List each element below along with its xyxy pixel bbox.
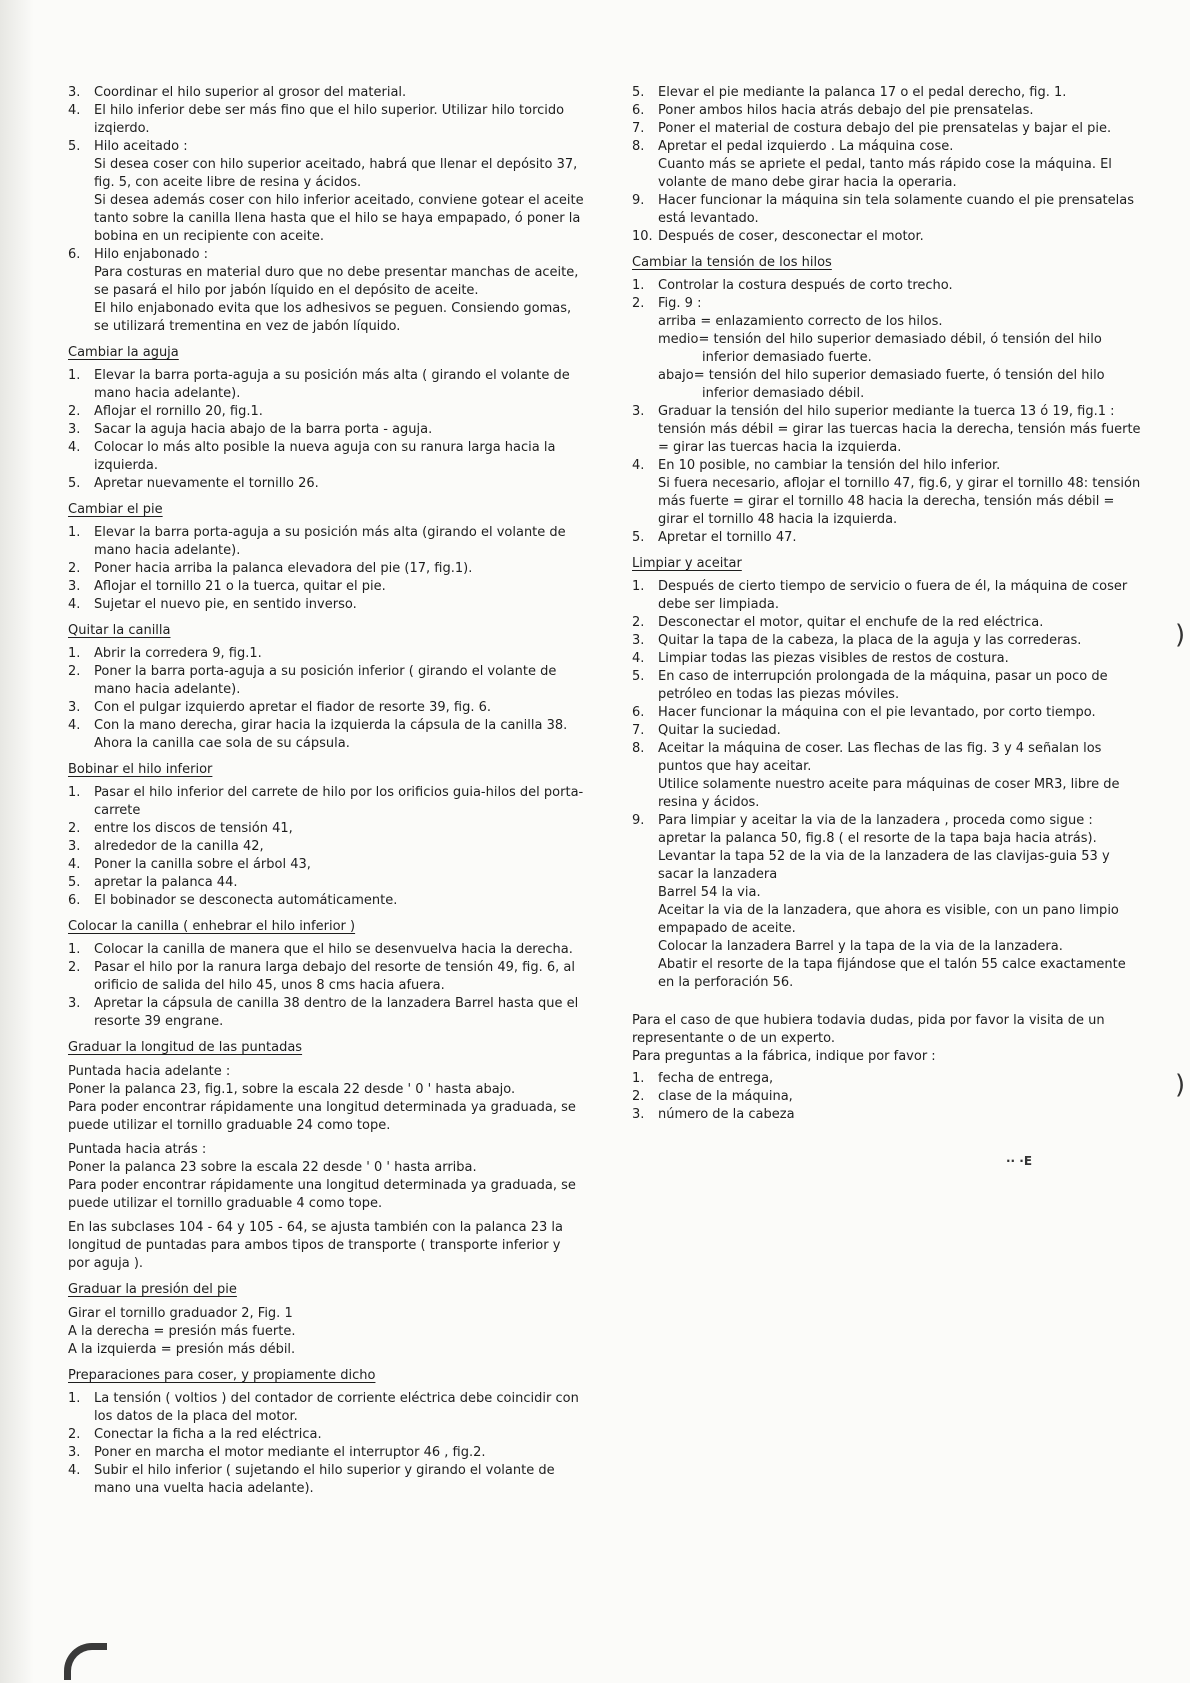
list-item-line: Graduar la tensión del hilo superior mediante la tuerca 13 ó 19, fig.1 : tensión más débil = girar las tuercas hacia la derecha, tensión más fuerte = girar las tuercas hacia la izquierda.: [658, 404, 1141, 455]
list-item-line: Colocar lo más alto posible la nueva aguja con su ranura larga hacia la izquierda.: [94, 440, 556, 473]
section-heading: Colocar la canilla ( enhebrar el hilo inferior ): [68, 919, 356, 934]
list-item-text: [94, 246, 586, 336]
section-heading: Graduar la presión del pie: [68, 1282, 237, 1297]
list-item-text: [94, 475, 586, 493]
list-item: [68, 856, 586, 874]
list-item: [68, 941, 586, 959]
list-item-line: alrededor de la canilla 42,: [94, 839, 264, 854]
list-item-line: En caso de interrupción prolongada de la máquina, pasar un poco de petróleo en todas las piezas móviles.: [658, 669, 1108, 702]
list-item: [632, 120, 1144, 138]
paragraph-line: En las subclases 104 - 64 y 105 - 64, se ajusta también con la palanca 23 la longitud de puntadas para ambos tipos de transporte ( transporte inferior y por aguja ).: [68, 1220, 563, 1271]
list-item: [68, 784, 586, 820]
spacer: [632, 992, 1144, 1006]
section-heading: Limpiar y aceitar: [632, 556, 742, 571]
list-item: [632, 192, 1144, 228]
list-subitem-line: arriba = enlazamiento correcto de los hilos.: [658, 314, 943, 329]
list-item: [632, 722, 1144, 740]
list-item-text: [658, 812, 1144, 992]
list-item: [68, 596, 586, 614]
list-item: [68, 959, 586, 995]
list-item: [632, 457, 1144, 529]
list-item: [68, 524, 586, 560]
list-item-number: 6.: [632, 103, 645, 118]
paragraph-line: Para poder encontrar rápidamente una longitud determinada ya graduada, se puede utilizar el tornillo graduable 24 como tope.: [68, 1100, 576, 1133]
list-item-line: Sujetar el nuevo pie, en sentido inverso.: [94, 597, 357, 612]
list-item-text: [94, 995, 586, 1031]
section-heading: Graduar la longitud de las puntadas: [68, 1040, 303, 1055]
list-item-text: [658, 668, 1144, 704]
list-item-text: [94, 1426, 586, 1444]
list-item: [632, 614, 1144, 632]
list-item: [68, 874, 586, 892]
section-heading: Quitar la canilla: [68, 623, 171, 638]
list-item-line: Poner en marcha el motor mediante el interruptor 46 , fig.2.: [94, 1445, 486, 1460]
paragraph: [68, 1141, 586, 1213]
list-item-number: 4.: [68, 597, 81, 612]
paragraph-line: Girar el tornillo graduador 2, Fig. 1: [68, 1306, 293, 1321]
list-item-line: Si desea además coser con hilo inferior aceitado, conviene gotear el aceite tanto sobre la canilla llena hasta que el hilo se haya empapado, ó poner la bobina en un recipiente con aceite.: [94, 193, 584, 244]
list-item-text: [94, 102, 586, 138]
list-item-line: En 10 posible, no cambiar la tensión del hilo inferior.: [658, 458, 1001, 473]
list-item: [632, 138, 1144, 192]
list-item-text: [94, 596, 586, 614]
list-item: [68, 1426, 586, 1444]
list-item-line: Apretar la cápsula de canilla 38 dentro de la lanzadera Barrel hasta que el resorte 39 engrane.: [94, 996, 579, 1029]
list-item-text: [658, 403, 1144, 457]
list-item-line: Para costuras en material duro que no debe presentar manchas de aceite, se pasará el hilo por jabón líquido en el depósito de aceite.: [94, 265, 579, 298]
list-item-line: Si desea coser con hilo superior aceitado, habrá que llenar el depósito 37, fig. 5, con aceite libre de resina y ácidos.: [94, 157, 578, 190]
list-item: [632, 84, 1144, 102]
list-item-number: 5.: [632, 669, 645, 684]
list-item-text: [658, 614, 1144, 632]
list-item-text: [94, 439, 586, 475]
list-item-line: Hilo aceitado :: [94, 139, 188, 154]
list-item-number: 1.: [632, 278, 645, 293]
list-item: [68, 475, 586, 493]
list-item-line: Poner ambos hilos hacia atrás debajo del pie prensatelas.: [658, 103, 1034, 118]
list-item-number: 9.: [632, 813, 645, 828]
list-item-number: 3.: [68, 1445, 81, 1460]
list-item-line: Levantar la tapa 52 de la via de la lanzadera de las clavijas-guia 53 y sacar la lanzadera: [658, 849, 1110, 882]
list-item-number: 1.: [68, 525, 81, 540]
list-item-number: 1.: [632, 1071, 645, 1086]
list-subitem-line: abajo= tensión del hilo superior demasiado fuerte, ó tensión del hilo inferior demasiado débil.: [658, 368, 1105, 401]
list-item-number: 3.: [632, 1107, 645, 1122]
list-item-text: [94, 1444, 586, 1462]
list-item-number: 1.: [632, 579, 645, 594]
list-item-number: 5.: [68, 139, 81, 154]
list-item-text: [658, 102, 1144, 120]
list-item-line: Apretar nuevamente el tornillo 26.: [94, 476, 319, 491]
list-item-number: 8.: [632, 139, 645, 154]
list-item-number: 4.: [632, 458, 645, 473]
list-item: [632, 812, 1144, 992]
list-item-number: 2.: [68, 960, 81, 975]
list-item: [68, 578, 586, 596]
list-item-number: 3.: [632, 633, 645, 648]
paragraph-line: Para preguntas a la fábrica, indique por favor :: [632, 1049, 936, 1064]
list-item-line: Aflojar el rornillo 20, fig.1.: [94, 404, 263, 419]
list-item-line: Sacar la aguja hacia abajo de la barra porta - aguja.: [94, 422, 433, 437]
list-item-number: 4.: [68, 103, 81, 118]
list-item-number: 4.: [68, 857, 81, 872]
list-item-text: [94, 838, 586, 856]
list-item: [632, 277, 1144, 295]
list-item-number: 3.: [68, 839, 81, 854]
list-item: [68, 403, 586, 421]
list-item-number: 4.: [68, 440, 81, 455]
list-item-line: Hacer funcionar la máquina sin tela solamente cuando el pie prensatelas está levantado.: [658, 193, 1134, 226]
list-item-text: [658, 120, 1144, 138]
paragraph: [68, 1219, 586, 1273]
list-item-line: Colocar la lanzadera Barrel y la tapa de la via de la lanzadera.: [658, 939, 1063, 954]
list-item-text: [658, 704, 1144, 722]
paragraph-line: A la derecha = presión más fuerte.: [68, 1324, 296, 1339]
paragraph-line: Puntada hacia adelante :: [68, 1064, 231, 1079]
list-item: [68, 663, 586, 699]
list-item-line: Aflojar el tornillo 21 o la tuerca, quitar el pie.: [94, 579, 386, 594]
list-item-number: 4.: [632, 651, 645, 666]
margin-bracket-mark: ): [1175, 1070, 1186, 1100]
list-item-line: Hilo enjabonado :: [94, 247, 209, 262]
list-item-number: 3.: [68, 422, 81, 437]
list-item: [68, 995, 586, 1031]
list-item-number: 10.: [632, 229, 653, 244]
list-item: [632, 1070, 1144, 1088]
list-item-number: 2.: [68, 664, 81, 679]
margin-bracket-mark: ): [1175, 620, 1186, 650]
list-item: [68, 84, 586, 102]
list-item-text: [658, 1088, 1144, 1106]
section-heading: Cambiar la tensión de los hilos: [632, 255, 832, 270]
list-item-number: 3.: [68, 579, 81, 594]
list-item-number: 2.: [68, 561, 81, 576]
ink-smudge-mark: ·· ·E: [1006, 1154, 1033, 1168]
section-heading: Preparaciones para coser, y propiamente dicho: [68, 1368, 376, 1383]
list-item-number: 3.: [68, 700, 81, 715]
list-item-line: Para limpiar y aceitar la via de la lanzadera , proceda como sigue : apretar la palanca 50, fig.8 ( el resorte de la tapa baja hacia atrás).: [658, 813, 1097, 846]
list-item-line: Después de cierto tiempo de servicio o fuera de él, la máquina de coser debe ser limpiada.: [658, 579, 1128, 612]
list-item: [632, 1106, 1144, 1124]
list-item-text: [94, 578, 586, 596]
list-item-line: Elevar el pie mediante la palanca 17 o el pedal derecho, fig. 1.: [658, 85, 1067, 100]
paragraph-line: Para el caso de que hubiera todavia dudas, pida por favor la visita de un representante o de un experto.: [632, 1013, 1105, 1046]
list-item: [68, 560, 586, 578]
list-item-text: [94, 138, 586, 246]
paragraph: [632, 1012, 1144, 1066]
list-item-text: [658, 192, 1144, 228]
list-item-line: Aceitar la máquina de coser. Las flechas de las fig. 3 y 4 señalan los puntos que hay aceitar.: [658, 741, 1102, 774]
list-item-text: [94, 663, 586, 699]
list-item-text: [94, 1462, 586, 1498]
list-item-text: [658, 529, 1144, 547]
paragraph: [68, 1063, 586, 1135]
list-item-number: 2.: [632, 296, 645, 311]
section-heading: Bobinar el hilo inferior: [68, 762, 213, 777]
list-item-line: Poner la canilla sobre el árbol 43,: [94, 857, 311, 872]
list-item-number: 5.: [68, 875, 81, 890]
list-item-text: [94, 403, 586, 421]
list-item-line: Pasar el hilo inferior del carrete de hilo por los orificios guia-hilos del porta-carrete: [94, 785, 584, 818]
list-item-text: [94, 524, 586, 560]
list-item-line: Utilice solamente nuestro aceite para máquinas de coser MR3, libre de resina y ácidos.: [658, 777, 1120, 810]
list-item: [632, 632, 1144, 650]
list-item: [68, 892, 586, 910]
list-item: [632, 529, 1144, 547]
list-item-text: [658, 650, 1144, 668]
list-item-number: 3.: [68, 996, 81, 1011]
list-item-number: 4.: [68, 1463, 81, 1478]
list-item-line: Poner hacia arriba la palanca elevadora del pie (17, fig.1).: [94, 561, 473, 576]
list-item: [68, 820, 586, 838]
list-item-line: Limpiar todas las piezas visibles de restos de costura.: [658, 651, 1009, 666]
paragraph-line: Poner la palanca 23 sobre la escala 22 desde ' 0 ' hasta arriba.: [68, 1160, 477, 1175]
list-item-line: El hilo inferior debe ser más fino que el hilo superior. Utilizar hilo torcido izqierdo.: [94, 103, 565, 136]
list-item: [68, 1444, 586, 1462]
section-heading: Cambiar la aguja: [68, 345, 179, 360]
list-item-line: Poner el material de costura debajo del pie prensatelas y bajar el pie.: [658, 121, 1112, 136]
list-item-number: 5.: [632, 85, 645, 100]
list-item: [632, 704, 1144, 722]
right-column: [632, 84, 1144, 1124]
list-item-text: [658, 740, 1144, 812]
list-item-line: Aceitar la via de la lanzadera, que ahora es visible, con un pano limpio empapado de aceite.: [658, 903, 1119, 936]
list-item-text: [94, 856, 586, 874]
list-item-text: [94, 560, 586, 578]
list-item-text: [94, 892, 586, 910]
list-item: [632, 228, 1144, 246]
list-item-text: [94, 1390, 586, 1426]
list-item-number: 1.: [68, 1391, 81, 1406]
list-item: [68, 717, 586, 753]
scan-edge-shadow: [0, 0, 34, 1683]
list-item-line: Quitar la suciedad.: [658, 723, 781, 738]
paragraph-line: Poner la palanca 23, fig.1, sobre la escala 22 desde ' 0 ' hasta abajo.: [68, 1082, 516, 1097]
list-item: [68, 1390, 586, 1426]
list-item-number: 1.: [68, 646, 81, 661]
list-item-number: 2.: [68, 1427, 81, 1442]
list-item-number: 2.: [68, 404, 81, 419]
list-item: [632, 1088, 1144, 1106]
list-item: [68, 1462, 586, 1498]
list-item-text: [658, 84, 1144, 102]
list-item-line: El bobinador se desconecta automáticamente.: [94, 893, 398, 908]
list-item-number: 7.: [632, 121, 645, 136]
list-item-text: [94, 84, 586, 102]
list-item-line: Apretar el pedal izquierdo . La máquina cose.: [658, 139, 954, 154]
list-item-text: [658, 1070, 1144, 1088]
list-item-text: [658, 722, 1144, 740]
list-item-text: [658, 578, 1144, 614]
list-item: [632, 650, 1144, 668]
list-item: [68, 421, 586, 439]
list-item-line: número de la cabeza: [658, 1107, 795, 1122]
list-item: [632, 295, 1144, 403]
list-item: [632, 102, 1144, 120]
paragraph-line: Para poder encontrar rápidamente una longitud determinada ya graduada, se puede utilizar el tornillo graduable 4 como tope.: [68, 1178, 576, 1211]
list-item-line: Con la mano derecha, girar hacia la izquierda la cápsula de la canilla 38. Ahora la canilla cae sola de su cápsula.: [94, 718, 568, 751]
list-item-line: Coordinar el hilo superior al grosor del material.: [94, 85, 407, 100]
list-item-line: Elevar la barra porta-aguja a su posición más alta ( girando el volante de mano hacia adelante).: [94, 368, 570, 401]
list-item: [68, 102, 586, 138]
list-item-line: Hacer funcionar la máquina con el pie levantado, por corto tiempo.: [658, 705, 1096, 720]
list-item-number: 8.: [632, 741, 645, 756]
list-item: [632, 740, 1144, 812]
list-item: [68, 246, 586, 336]
list-item-text: [658, 457, 1144, 529]
list-item-text: [94, 367, 586, 403]
list-item-number: 2.: [68, 821, 81, 836]
list-item-line: Barrel 54 la via.: [658, 885, 761, 900]
list-item-text: [658, 295, 1144, 403]
list-item-line: Apretar el tornillo 47.: [658, 530, 797, 545]
list-item-line: Elevar la barra porta-aguja a su posición más alta (girando el volante de mano hacia adelante).: [94, 525, 566, 558]
list-item-line: Con el pulgar izquierdo apretar el fiador de resorte 39, fig. 6.: [94, 700, 491, 715]
list-item-number: 2.: [632, 615, 645, 630]
list-item-text: [94, 941, 586, 959]
list-item-text: [94, 421, 586, 439]
list-item-line: Pasar el hilo por la ranura larga debajo del resorte de tensión 49, fig. 6, al orificio de salida del hilo 45, unos 8 cms hacia afuera.: [94, 960, 575, 993]
paragraph-line: Puntada hacia atrás :: [68, 1142, 207, 1157]
list-item-text: [94, 699, 586, 717]
list-item-text: [94, 784, 586, 820]
paragraph-line: A la izquierda = presión más débil.: [68, 1342, 296, 1357]
list-item-number: 6.: [632, 705, 645, 720]
list-item-line: Fig. 9 :: [658, 296, 702, 311]
list-item: [68, 838, 586, 856]
list-item: [68, 439, 586, 475]
list-item-number: 9.: [632, 193, 645, 208]
list-item: [68, 645, 586, 663]
list-item-text: [658, 632, 1144, 650]
list-item-text: [658, 277, 1144, 295]
list-item-number: 1.: [68, 785, 81, 800]
list-item-line: Abrir la corredera 9, fig.1.: [94, 646, 262, 661]
list-item-line: Controlar la costura después de corto trecho.: [658, 278, 953, 293]
left-column: [68, 84, 586, 1498]
list-item-line: entre los discos de tensión 41,: [94, 821, 293, 836]
list-item-number: 6.: [68, 893, 81, 908]
list-item-number: 5.: [632, 530, 645, 545]
list-item-number: 3.: [632, 404, 645, 419]
list-item-number: 1.: [68, 368, 81, 383]
list-item-text: [658, 138, 1144, 192]
list-item-number: 3.: [68, 85, 81, 100]
list-item-line: Si fuera necesario, aflojar el tornillo 47, fig.6, y girar el tornillo 48: tensión más fuerte = girar el tornillo 48 hacia la derecha, tensión más débil = girar el tornillo 48 hacia la izquierda.: [658, 476, 1141, 527]
list-item-line: El hilo enjabonado evita que los adhesivos se peguen. Consiendo gomas, se utilizará trementina en vez de jabón líquido.: [94, 301, 572, 334]
list-item-line: Desconectar el motor, quitar el enchufe de la red eléctrica.: [658, 615, 1044, 630]
list-subitem-line: medio= tensión del hilo superior demasiado débil, ó tensión del hilo inferior demasiado fuerte.: [658, 332, 1102, 365]
list-item-line: Subir el hilo inferior ( sujetando el hilo superior y girando el volante de mano una vuelta hacia adelante).: [94, 1463, 555, 1496]
list-item-line: Quitar la tapa de la cabeza, la placa de la aguja y las correderas.: [658, 633, 1082, 648]
list-item-line: Después de coser, desconectar el motor.: [658, 229, 924, 244]
list-item-text: [94, 820, 586, 838]
list-item: [68, 138, 586, 246]
list-item: [632, 578, 1144, 614]
list-item-text: [94, 959, 586, 995]
list-item: [68, 699, 586, 717]
list-item-line: apretar la palanca 44.: [94, 875, 238, 890]
list-item-text: [94, 874, 586, 892]
list-item-line: Colocar la canilla de manera que el hilo se desenvuelva hacia la derecha.: [94, 942, 573, 957]
list-item-line: clase de la máquina,: [658, 1089, 793, 1104]
list-item-text: [658, 1106, 1144, 1124]
list-item: [632, 403, 1144, 457]
list-item-line: Abatir el resorte de la tapa fijándose que el talón 55 calce exactamente en la perforación 56.: [658, 957, 1126, 990]
list-item-number: 2.: [632, 1089, 645, 1104]
list-item-number: 5.: [68, 476, 81, 491]
list-item: [68, 367, 586, 403]
list-item-number: 1.: [68, 942, 81, 957]
list-item-number: 7.: [632, 723, 645, 738]
list-item-text: [658, 228, 1144, 246]
list-item-number: 4.: [68, 718, 81, 733]
section-heading: Cambiar el pie: [68, 502, 163, 517]
paragraph: [68, 1305, 586, 1359]
list-item-line: Poner la barra porta-aguja a su posición inferior ( girando el volante de mano hacia adelante).: [94, 664, 557, 697]
list-item-line: Cuanto más se apriete el pedal, tanto más rápido cose la máquina. El volante de mano debe girar hacia la operaria.: [658, 157, 1112, 190]
list-item: [632, 668, 1144, 704]
list-item-number: 6.: [68, 247, 81, 262]
list-item-text: [94, 717, 586, 753]
page-corner-logo-mark: [64, 1643, 107, 1680]
list-item-line: La tensión ( voltios ) del contador de corriente eléctrica debe coincidir con los datos de la placa del motor.: [94, 1391, 579, 1424]
list-item-line: fecha de entrega,: [658, 1071, 774, 1086]
list-item-line: Conectar la ficha a la red eléctrica.: [94, 1427, 322, 1442]
list-item-text: [94, 645, 586, 663]
